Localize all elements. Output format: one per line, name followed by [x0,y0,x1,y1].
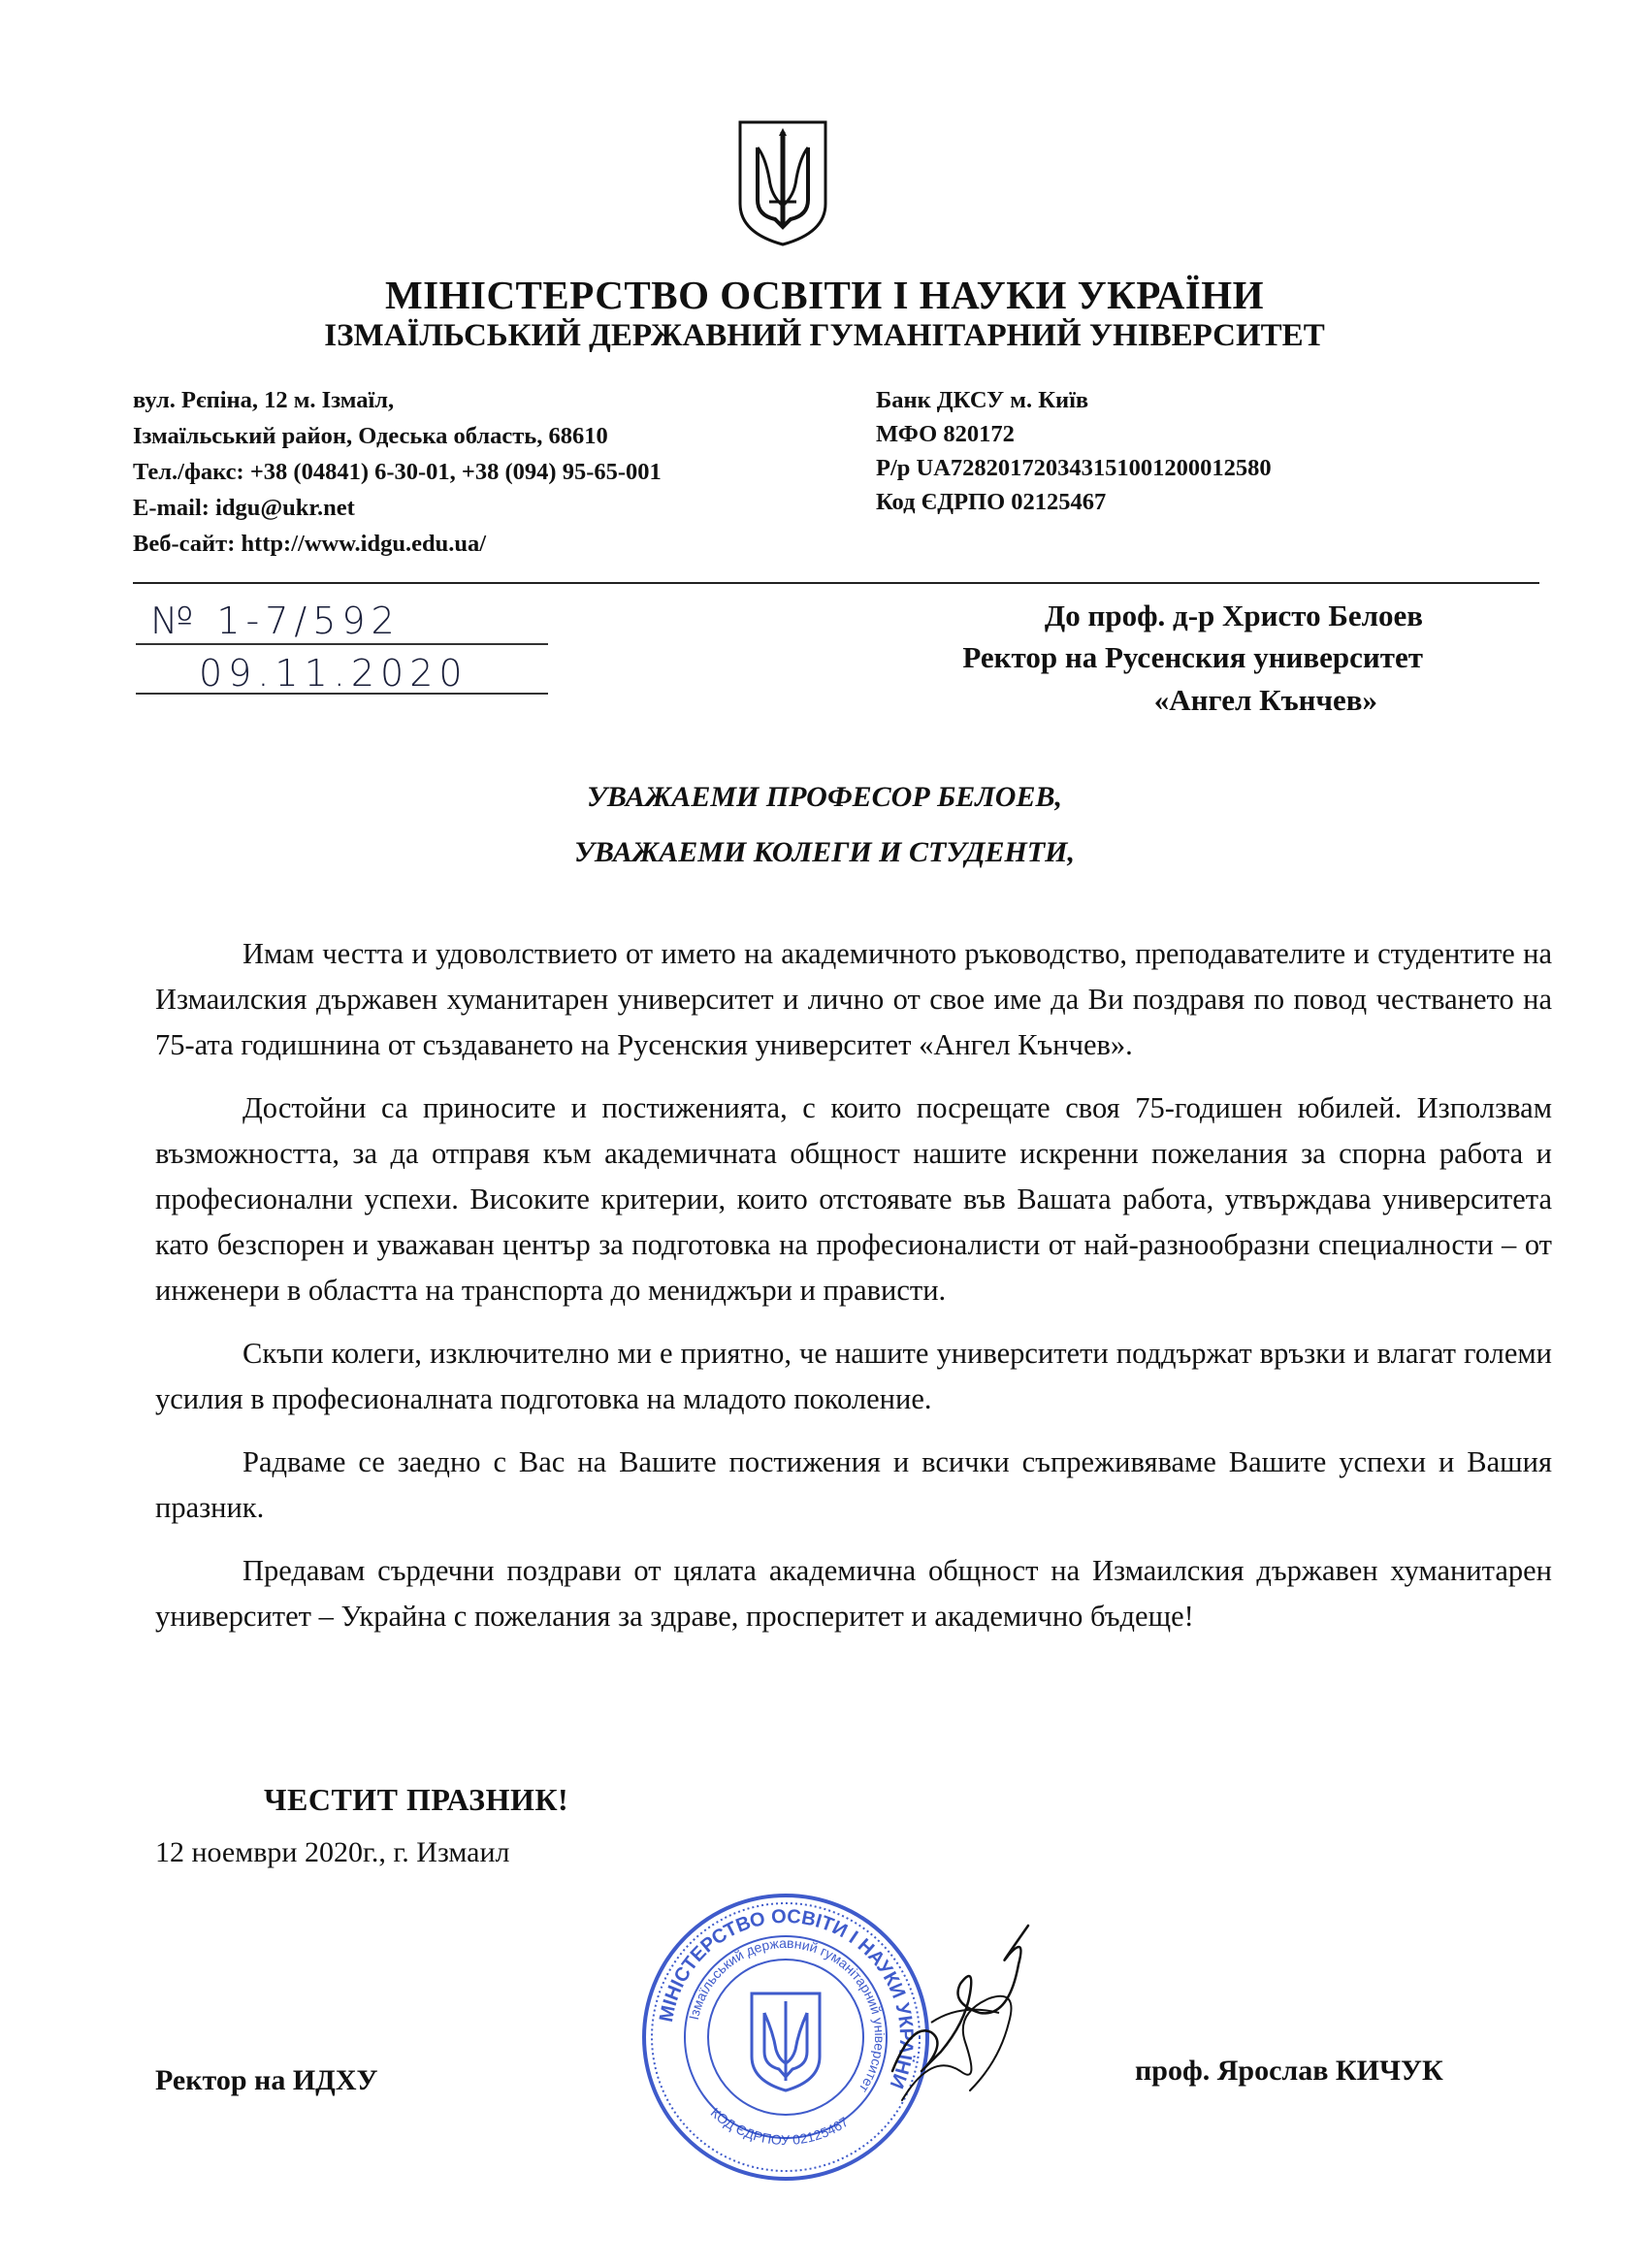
date-and-place: 12 ноември 2020г., г. Измаил [155,1836,510,1868]
body-paragraph: Скъпи колеги, изключително ми е приятно, че нашите университети поддържат връзки и влагат големи усилия в професионалната подготовка на младото поколение. [155,1337,1552,1415]
stamp-inner-text: Ізмаїльський державний гуманітарний університет [685,1934,889,2096]
address-region: Ізмаїльський район, Одеська область, 68610 [133,423,608,449]
registration-date-line [136,693,548,695]
bank-name: Банк ДКСУ м. Київ [876,387,1089,413]
body-paragraph: Достойни са приносите и постиженията, с които посрещате своя 75-годишен юбилей. Използвам възможността, за да отправя към академичната общност нашите искренни пожелания за спорна работа и професионални успехи. Високите критерии, които отстоявате във Вашата работа, утвърждава университета като безспорен и уважаван център за подготовка на професионалисти от най-разнообразни специалности – от инженери в областта на транспорта до мениджъри и прависти. [155,1091,1552,1307]
registration-date: 09.11.2020 [199,652,469,695]
bank-account: Р/р UA728201720343151001200012580 [876,455,1272,481]
addressee-university: «Ангел Кънчев» [1153,683,1377,717]
header-divider [133,582,1539,584]
bank-edrpo: Код ЄДРПО 02125467 [876,489,1107,515]
addressee-position: Ректор на Русенския университет [962,640,1423,674]
body-paragraph: Имам честта и удоволствието от името на академичното ръководство, преподавателите и студентите на Измаилския държавен хуманитарен университет и лично от свое име да Ви поздравя по повод честването на 75-ата годишнина от създаването на Русенския университет «Ангел Кънчев». [155,937,1552,1061]
address-email: E-mail: idgu@ukr.net [133,495,355,521]
addressee-name: До проф. д-р Христо Белоев [1044,599,1423,632]
salutation-line-2: УВАЖАЕМИ КОЛЕГИ И СТУДЕНТИ, [573,836,1076,868]
signatory-name: проф. Ярослав КИЧУК [1135,2055,1443,2087]
registration-number: № 1-7/592 [150,599,401,642]
address-street: вул. Рєпіна, 12 м. Ізмаїл, [133,387,395,413]
ministry-title: МІНІСТЕРСТВО ОСВІТИ І НАУКИ УКРАЇНИ [384,273,1265,317]
closing-greeting: ЧЕСТИТ ПРАЗНИК! [264,1782,569,1817]
salutation-line-1: УВАЖАЕМИ ПРОФЕСОР БЕЛОЕВ, [587,781,1062,813]
address-website: Веб-сайт: http://www.idgu.edu.ua/ [133,531,487,557]
address-phone: Тел./факс: +38 (04841) 6-30-01, +38 (094) 95-65-001 [133,459,662,485]
stamp-code-text: КОД ЄДРПОУ 02125467 [707,2104,852,2148]
university-title: ІЗМАЇЛЬСЬКИЙ ДЕРЖАВНИЙ ГУМАНІТАРНИЙ УНІВЕРСИТЕТ [324,318,1325,353]
registration-number-line [136,643,548,645]
trident-coat-of-arms-icon [736,118,829,248]
bank-mfo: МФО 820172 [876,421,1015,447]
stamp-trident-icon [752,1993,820,2090]
body-paragraph: Предавам сърдечни поздрави от цялата академична общност на Измаилския държавен хуманитарен университет – Украйна с пожелания за здраве, просперитет и академично бъдеще! [155,1554,1552,1633]
letter-body [155,931,1552,1657]
handwritten-signature [873,1906,1048,2129]
stamp-ring-text: МІНІСТЕРСТВО ОСВІТИ І НАУКИ УКРАЇНИ [655,1905,918,2091]
signatory-title: Ректор на ИДХУ [155,2064,378,2096]
body-paragraph: Радваме се заедно с Вас на Вашите постижения и всички съпреживяваме Вашите успехи и Вашия празник. [155,1445,1552,1524]
